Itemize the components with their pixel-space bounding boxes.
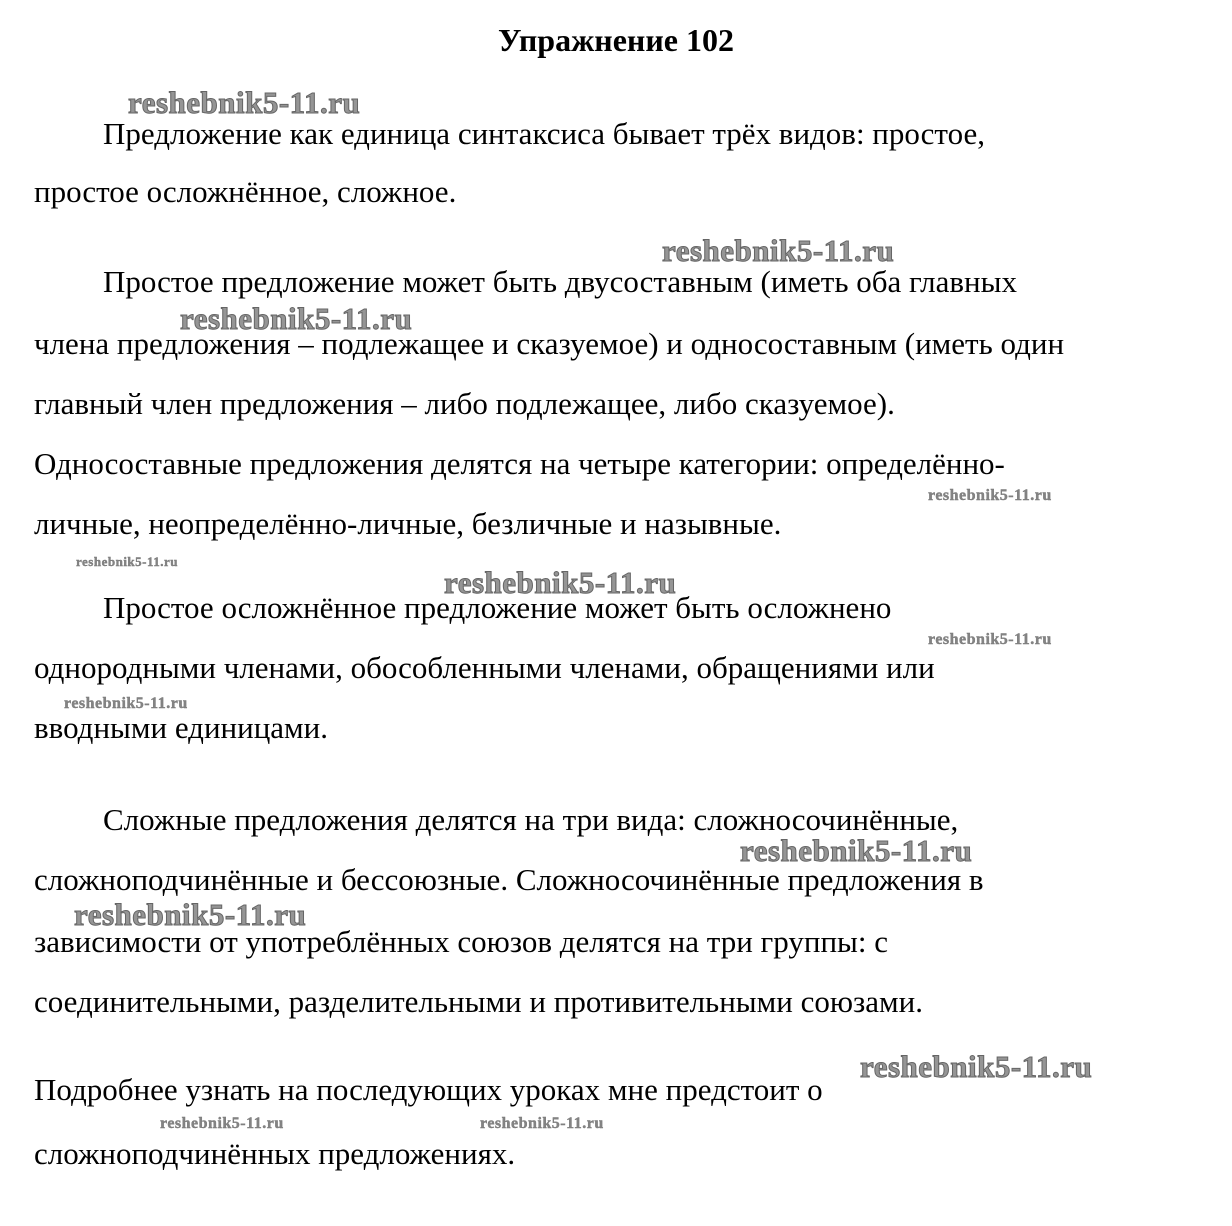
p3-line-2: однородными членами, обособленными членами, обращениями или (34, 650, 935, 685)
p3-line-3: вводными единицами. (34, 710, 329, 745)
watermark: reshebnik5-11.ru (928, 631, 1052, 648)
watermark: reshebnik5-11.ru (444, 565, 677, 600)
p1-line-2: простое осложнённое, сложное. (34, 174, 457, 209)
p2-line-3: главный член предложения – либо подлежащее, либо сказуемое). (34, 386, 895, 421)
p1-line-1: Предложение как единица синтаксиса бывает трёх видов: простое, (103, 116, 985, 151)
watermark: reshebnik5-11.ru (160, 1115, 284, 1132)
p3-line-1: Простое осложнённое предложение может быть осложнено (103, 590, 892, 625)
p2-line-5: личные, неопределённо-личные, безличные и назывные. (34, 506, 782, 541)
watermark: reshebnik5-11.ru (74, 897, 307, 932)
p2-line-4: Односоставные предложения делятся на четыре категории: определённо- (34, 446, 1005, 481)
p5-line-2: сложноподчинённых предложениях. (34, 1136, 516, 1171)
p4-line-2: сложноподчинённые и бессоюзные. Сложносочинённые предложения в (34, 862, 984, 897)
watermark: reshebnik5-11.ru (860, 1049, 1093, 1084)
watermark: reshebnik5-11.ru (128, 85, 361, 120)
watermark: reshebnik5-11.ru (180, 301, 413, 336)
watermark: reshebnik5-11.ru (928, 487, 1052, 504)
p4-line-3: зависимости от употреблённых союзов делятся на три группы: с (34, 924, 888, 959)
p2-line-1: Простое предложение может быть двусоставным (иметь оба главных (103, 264, 1017, 299)
watermark: reshebnik5-11.ru (480, 1115, 604, 1132)
exercise-title: Упражнение 102 (497, 22, 734, 58)
watermark: reshebnik5-11.ru (76, 554, 179, 569)
watermark: reshebnik5-11.ru (662, 233, 895, 268)
p4-line-1: Сложные предложения делятся на три вида: сложносочинённые, (103, 802, 959, 837)
watermark: reshebnik5-11.ru (740, 833, 973, 868)
p2-line-2: члена предложения – подлежащее и сказуемое) и односоставным (иметь один (34, 326, 1065, 361)
watermark: reshebnik5-11.ru (64, 695, 188, 712)
p5-line-1: Подробнее узнать на последующих уроках мне предстоит о (34, 1072, 823, 1107)
p4-line-4: соединительными, разделительными и противительными союзами. (34, 984, 923, 1019)
